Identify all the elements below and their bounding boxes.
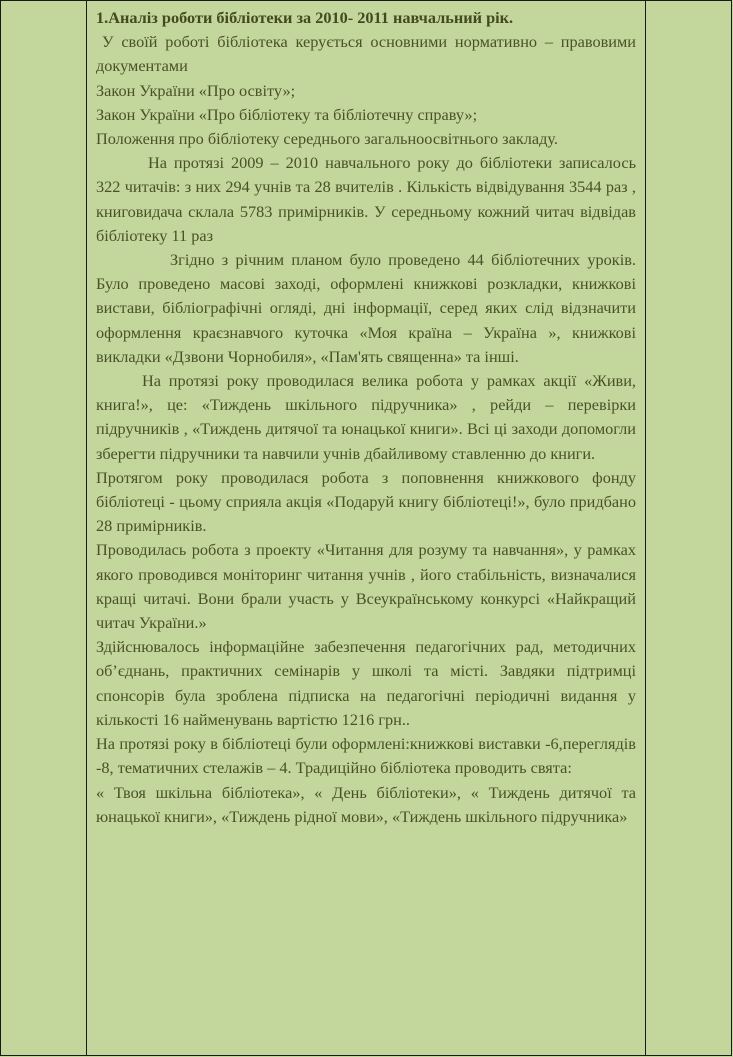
paragraph-campaign: На протязі року проводилася велика робота у рамках акції «Живи, книга!», це: «Тиждень шкільного підручника» , рейди – перевірки підручників , «Тиждень дитячої та юнацької книги». Всі ці заходи допомогли зберегти підручники та навчили учнів дбайливому ставленню до книги. [96,371,636,463]
paragraph-information-support: Здійснювалось інформаційне забезпечення педагогічних рад, методичних об’єднань, практичних семінарів у школі та місті. Завдяки підтримці спонсорів була зроблена підписка на педагогічні періодичні видання у кількості 16 найменувань вартістю 1216 грн.. [96,637,636,729]
table-content-cell [96,6,636,829]
table-left-column [1,1,87,1055]
paragraph-holidays: « Твоя шкільна бібліотека», « День бібліотеки», « Тиждень дитячої та юнацької книги», «Тиждень рідної мови», «Тиждень шкільного підручника» [96,782,636,826]
paragraph-regulation: Положення про бібліотеку середнього загальноосвітнього закладу. [96,129,558,149]
paragraph-readers-stats: На протязі 2009 – 2010 навчального року до бібліотеки записалось 322 читачів: з них 294 учнів та 28 вчителів . Кількість відвідування 3544 раз , книговидача склала 5783 примірників. У середньому кожний читач відвідав бібліотеку 11 раз [96,153,636,245]
section-heading: 1.Аналіз роботи бібліотеки за 2010- 2011 навчальний рік. [96,8,514,27]
paragraph-exhibitions: На протязі року в бібліотеці були оформлені:книжкові виставки -6,переглядів -8, тематичних стелажів – 4. Традиційно бібліотека проводить свята: [96,734,636,778]
paragraph-lessons: Згідно з річним планом було проведено 44 бібліотечних уроків. Було проведено масові заході, оформлені книжкові розкладки, книжкові вистави, бібліографічні огляді, дні інформації, серед яких слід відзначити оформлення краєзнавчого куточка «Моя країна – Україна », книжкові викладки «Дзвони Чорнобиля», «Пам'ять священна» та інші. [96,250,636,366]
paragraph-reading-project: Проводилась робота з проекту «Читання для розуму та навчання», у рамках якого проводився моніторинг читання учнів , його стабільність, визначалися кращі читачі. Вони брали участь у Всеукраїнському конкурсі «Найкращий читач України.» [96,540,636,633]
table-right-column [645,1,731,1055]
paragraph-law-education: Закон України «Про освіту»; [96,80,296,100]
paragraph-intro: У своїй роботі бібліотека керується основними нормативно – правовими документами [96,32,636,76]
paragraph-law-library: Закон України «Про бібліотеку та бібліотечну справу»; [96,104,478,124]
paragraph-fund: Протягом року проводилася робота з поповнення книжкового фонду бібліотеці - цьому сприяла акція «Подаруй книгу бібліотеці!», було придбано 28 примірників. [96,467,636,536]
